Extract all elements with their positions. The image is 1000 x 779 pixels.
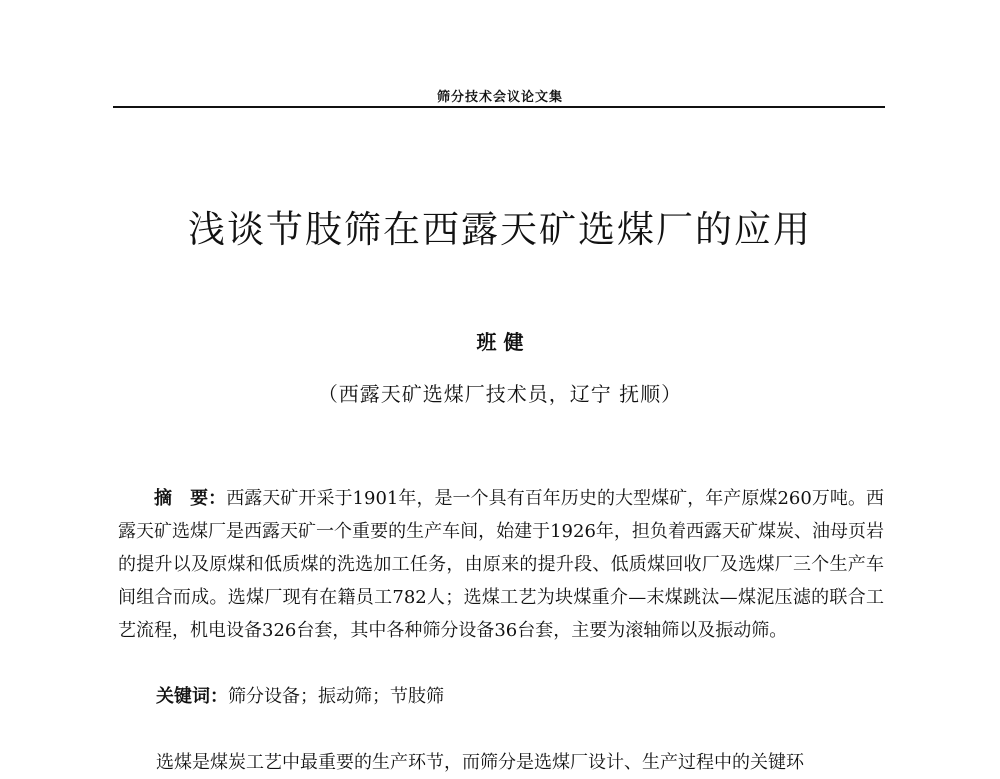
keywords-text: 筛分设备；振动筛；节肢筛 (228, 686, 444, 707)
author-name: 班 健 (476, 330, 524, 354)
paper-title: 浅谈节肢筛在西露天矿选煤厂的应用 (188, 208, 812, 251)
author-affiliation: （西露天矿选煤厂技术员，辽宁 抚顺） (317, 382, 683, 406)
body-paragraph-start: 选煤是煤炭工艺中最重要的生产环节，而筛分是选煤厂设计、生产过程中的关键环 (156, 752, 804, 773)
keywords (156, 680, 876, 713)
abstract-label: 摘 要： (154, 488, 227, 509)
abstract-text: 西露天矿开采于1901年，是一个具有百年历史的大型煤矿，年产原煤260万吨。西露天矿选煤厂是西露天矿一个重要的生产车间，始建于1926年，担负着西露天矿煤炭、油母页岩的提升以及原煤和低质煤的洗选加工任务，由原来的提升段、低质煤回收厂及选煤厂三个生产车间组合而成。选煤厂现有在籍员工782人；选煤工艺为块煤重介—末煤跳汰—煤泥压滤的联合工艺流程，机电设备326台套，其中各种筛分设备36台套，主要为滚轴筛以及振动筛。 (118, 488, 884, 641)
keywords-label: 关键词： (156, 686, 228, 707)
running-header: 筛分技术会议论文集 (436, 90, 563, 105)
header-rule (113, 106, 885, 108)
abstract (118, 482, 884, 647)
